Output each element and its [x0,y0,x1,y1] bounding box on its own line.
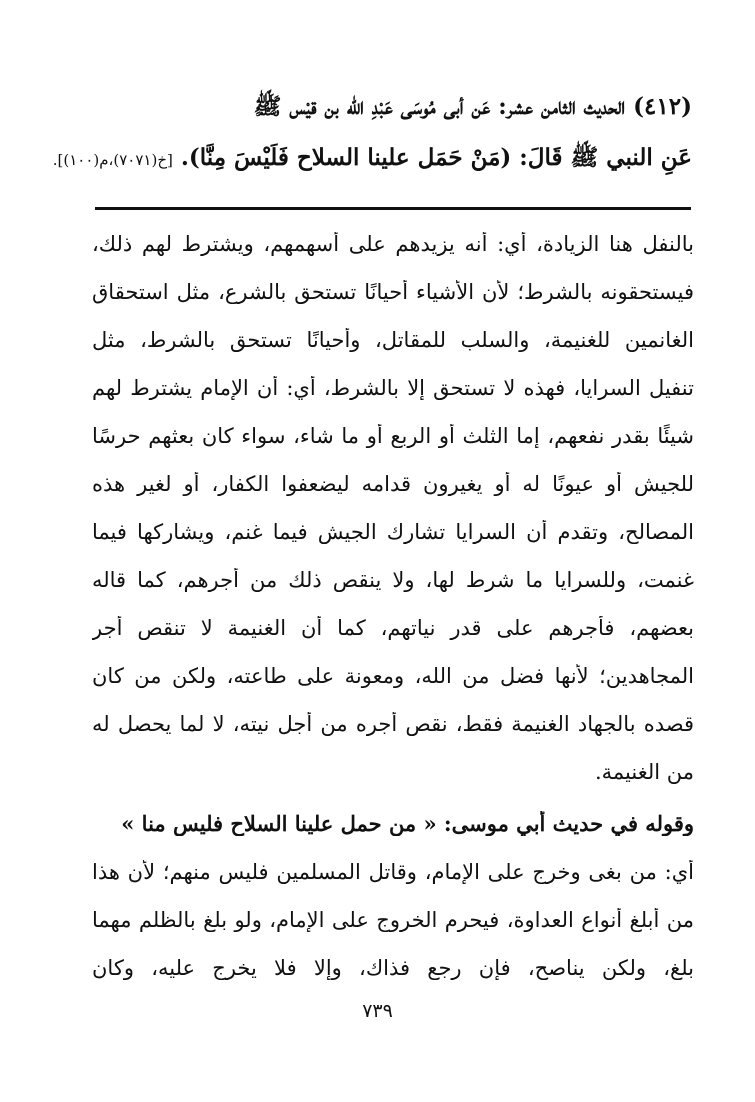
hadith-reference: [خ(٧٠٧١)،م(١٠٠)]. [52,151,173,169]
commentary-line: فيستحقونه بالشرط؛ لأن الأشياء أحيانًا تستحق بالشرع، مثل استحقاق [92,280,694,304]
commentary-line: الغانمين للغنيمة، والسلب للمقاتل، وأحيانًا تستحق بالشرط، مثل [92,328,694,352]
separator-rule [95,207,691,210]
commentary-quote-line: وقوله في حديث أبي موسى: « من حمل علينا السلاح فليس منا » [121,811,694,836]
commentary-line: أي: من بغى وخرج على الإمام، وقاتل المسلمين فليس منهم؛ لأن هذا [92,860,694,884]
commentary-line: المجاهدين؛ لأنها فضل من الله، ومعونة على طاعته، ولكن من كان [92,664,694,688]
hadith-text: عَنِ النبي ﷺ قَالَ: (مَنْ حَمَل علينا السلاح فَلَيْسَ مِنَّا). [180,144,692,171]
commentary-line: غنمت، وللسرايا ما شرط لها، ولا ينقص ذلك من أجرهم، كما قاله [92,568,694,592]
commentary-line: من أبلغ أنواع العداوة، فيحرم الخروج على الإمام، ولو بلغ بالظلم مهما [92,908,694,932]
hadith-heading-line-2 [52,143,692,177]
commentary-line: من الغنيمة. [594,760,694,784]
commentary-line: بلغ، ولكن يناصح، فإن رجع فذاك، وإلا فلا يخرج عليه، وكان [92,956,694,980]
commentary-line: شيئًا بقدر نفعهم، إما الثلث أو الربع أو ما شاء، سواء كان بعثهم حرسًا [92,424,694,448]
commentary-line: تنفيل السرايا، فهذه لا تستحق إلا بالشرط، أي: أن الإمام يشترط لهم [92,376,694,400]
commentary-line: للجيش أو عيونًا له أو يغيرون قدامه ليضعفوا الكفار، أو لغير هذه [92,472,694,496]
commentary-line: قصده بالجهاد الغنيمة فقط، نقص أجره من أجل نيته، لا لما يحصل له [92,712,694,736]
commentary-line: المصالح، وتقدم أن السرايا تشارك الجيش فيما غنم، ويشاركها فيما [92,520,694,544]
hadith-heading-line-1: (٤١٢) الحديث الثامن عشر: عَن أبى مُوسَى عَبْدِ الله بن قيْس ﷺ [253,93,692,120]
commentary-line: بالنفل هنا الزيادة، أي: أنه يزيدهم على أسهمهم، ويشترط لهم ذلك، [92,232,694,256]
commentary-line: بعضهم، فأجرهم على قدر نياتهم، كما أن الغنيمة لا تنقص أجر [92,616,694,640]
page-number: ٧٣٩ [362,1000,393,1022]
